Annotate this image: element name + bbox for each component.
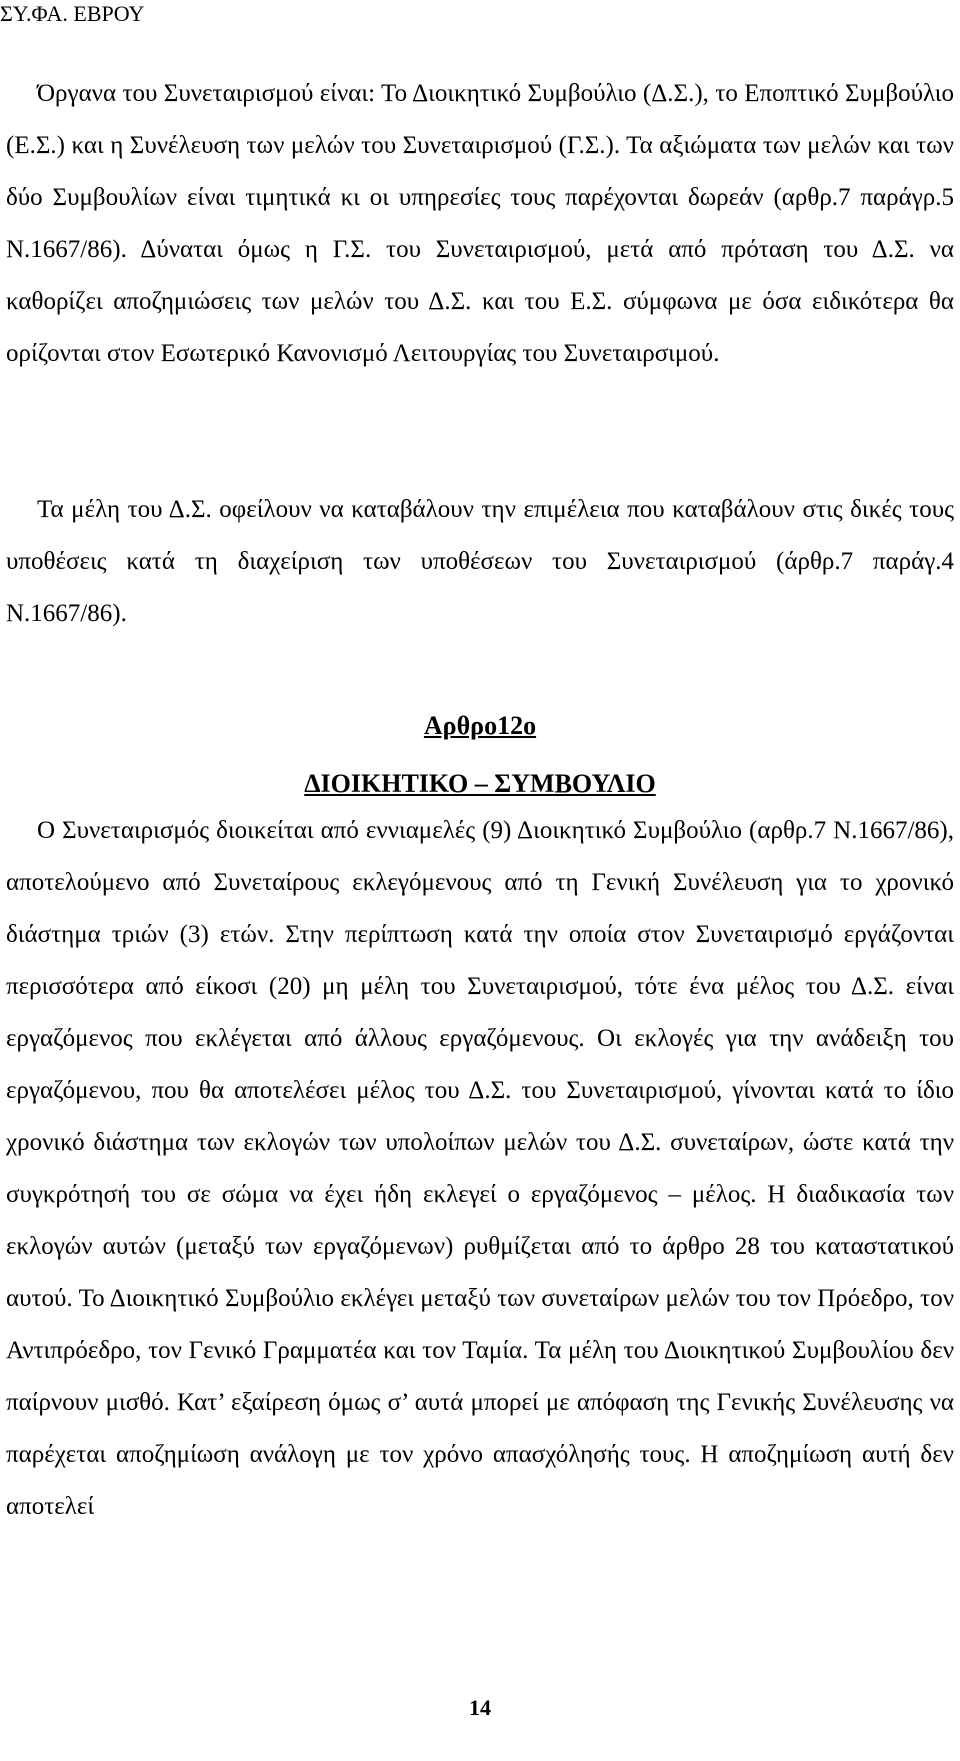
paragraph-board-duties bbox=[6, 484, 954, 640]
paragraph-board-composition bbox=[6, 805, 954, 1533]
paragraph-text: Όργανα του Συνεταιρισμού είναι: Το Διοικητικό Συμβούλιο (Δ.Σ.), το Εποπτικό Συμβούλιο (Ε.Σ.) και η Συνέλευση των μελών του Συνεταιρισμού (Γ.Σ.). Τα αξιώματα των μελών και των δύο Συμβουλίων είναι τιμητικά κι οι υπηρεσίες τους παρέχονται δωρεάν (αρθρ.7 παράγρ.5 Ν.1667/86). Δύναται όμως η Γ.Σ. του Συνεταιρισμού, μετά από πρόταση του Δ.Σ. να καθορίζει αποζημιώσεις των μελών του Δ.Σ. και του Ε.Σ. σύμφωνα με όσα ειδικότερα θα ορίζονται στον Εσωτερικό Κανονισμό Λειτουργίας του Συνεταιρσιμού. bbox=[6, 80, 954, 367]
paragraph-organs bbox=[6, 68, 954, 380]
paragraph-text: Τα μέλη του Δ.Σ. οφείλουν να καταβάλουν την επιμέλεια που καταβάλουν στις δικές τους υποθέσεις κατά τη διαχείριση των υποθέσεων του Συνεταιρισμού (άρθρ.7 παράγ.4 Ν.1667/86). bbox=[6, 496, 954, 627]
running-header: ΣΥ.ΦΑ. ΕΒΡΟΥ bbox=[0, 1, 145, 26]
article-title-heading: ΔΙΟΙΚΗΤΙΚΟ – ΣΥΜΒΟΥΛΙΟ bbox=[304, 769, 656, 798]
page-number: 14 bbox=[469, 1695, 491, 1720]
paragraph-text: Ο Συνεταιρισμός διοικείται από εννιαμελές (9) Διοικητικό Συμβούλιο (αρθρ.7 Ν.1667/86), αποτελούμενο από Συνεταίρους εκλεγόμενους από τη Γενική Συνέλευση για το χρονικό διάστημα τριών (3) ετών. Στην περίπτωση κατά την οποία στον Συνεταιρισμό εργάζονται περισσότερα από είκοσι (20) μη μέλη του Συνεταιρισμού, τότε ένα μέλος του Δ.Σ. είναι εργαζόμενος που εκλέγεται από άλλους εργαζόμενους. Οι εκλογές για την ανάδειξη του εργαζόμενου, που θα αποτελέσει μέλος του Δ.Σ. του Συνεταιρισμού, γίνονται κατά το ίδιο χρονικό διάστημα των εκλογών των υπολοίπων μελών του Δ.Σ. συνεταίρων, ώστε κατά την συγκρότησή του σε σώμα να έχει ήδη εκλεγεί ο εργαζόμενος – μέλος. Η διαδικασία των εκλογών αυτών (μεταξύ των εργαζόμενων) ρυθμίζεται από το άρθρο 28 του καταστατικού αυτού. Το Διοικητικό Συμβούλιο εκλέγει μεταξύ των συνεταίρων μελών του τον Πρόεδρο, τον Αντιπρόεδρο, τον Γενικό Γραμματέα και τον Ταμία. Τα μέλη του Διοικητικού Συμβουλίου δεν παίρνουν μισθό. Κατ’ εξαίρεση όμως σ’ αυτά μπορεί με απόφαση της Γενικής Συνέλευσης να παρέχεται αποζημίωση ανάλογη με τον χρόνο απασχόλησής τους. Η αποζημίωση αυτή δεν αποτελεί bbox=[6, 817, 954, 1520]
article-number-heading: Αρθρο12ο bbox=[423, 711, 537, 740]
